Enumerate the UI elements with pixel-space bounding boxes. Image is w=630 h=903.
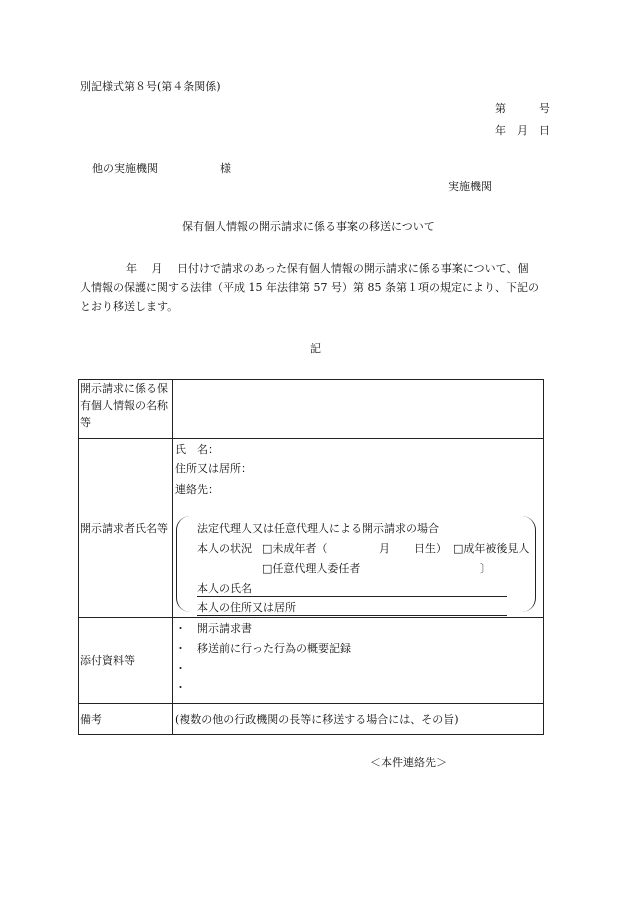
info-name-value (173, 380, 544, 439)
requester-name-field: 氏 名： (175, 443, 219, 456)
option-birth: 日生） (414, 542, 447, 555)
form-number: 別記様式第８号(第４条関係) (80, 80, 221, 93)
transfer-details-table (78, 379, 544, 735)
body-line-3: とおり移送します。 (80, 300, 179, 313)
document-date: 年 月 日 (495, 124, 550, 137)
ki-heading: 記 (310, 342, 321, 355)
option-minor: □未成年者（ (262, 542, 328, 555)
sender: 実施機関 (448, 180, 492, 193)
proxy-heading: 法定代理人又は任意代理人による開示請求の場合 (197, 522, 439, 535)
principal-name-label: 本人の氏名 (197, 582, 252, 595)
principal-address-label: 本人の住所又は居所 (197, 601, 296, 614)
body-line-2: 人情報の保護に関する法律（平成 15 年法律第 57 号）第 85 条第１項の規定により、下記の (80, 281, 539, 294)
document-title: 保有個人情報の開示請求に係る事案の移送について (182, 220, 435, 233)
remarks-label: 備考 (79, 704, 173, 735)
attachments-value (173, 618, 544, 704)
requester-value (173, 439, 544, 618)
remarks-value: (複数の他の行政機関の長等に移送する場合には、その旨) (173, 704, 544, 735)
contact-heading: ＜本件連絡先＞ (370, 756, 447, 769)
close-bracket: 〕 (480, 562, 491, 575)
attachment-item: ・ 移送前に行った行為の概要記録 (175, 642, 351, 655)
principal-address-line (197, 601, 507, 616)
attachment-item: ・ 開示請求書 (175, 622, 252, 635)
status-label: 本人の状況 (197, 542, 252, 555)
requester-contact-field: 連絡先： (175, 483, 219, 496)
principal-name-line (197, 582, 507, 597)
requester-address-field: 住所又は居所： (175, 462, 252, 475)
attachments-label: 添付資料等 (79, 618, 173, 704)
option-month: 月 (379, 542, 390, 555)
info-name-label: 開示請求に係る保 有個人情報の名称 等 (79, 380, 173, 439)
attachment-item: ・ (175, 662, 186, 675)
option-delegate: □任意代理人委任者 (262, 562, 361, 575)
body-line-1: 年 月 日付けで請求のあった保有個人情報の開示請求に係る事案について、個 (126, 262, 529, 275)
document-number: 第 号 (495, 102, 550, 115)
attachment-item: ・ (175, 681, 186, 694)
addressee-org: 他の実施機関 (92, 162, 158, 175)
addressee-honorific: 様 (220, 162, 231, 175)
option-adult-guardian: □成年被後見人 (453, 542, 530, 555)
requester-label: 開示請求者氏名等 (79, 439, 173, 618)
